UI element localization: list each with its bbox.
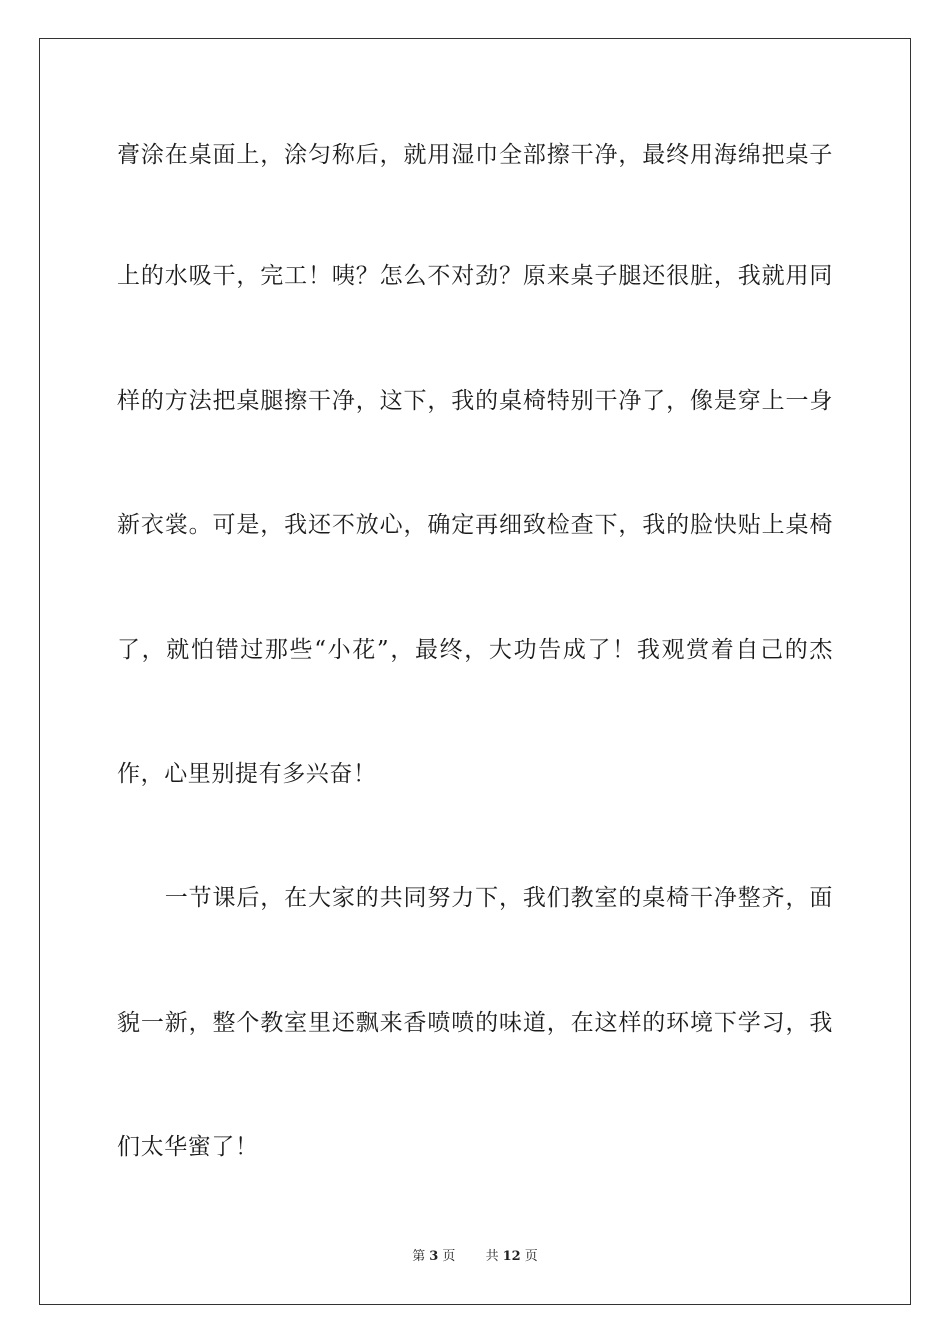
footer-total-number: 12 xyxy=(502,1249,521,1264)
footer-total-suffix: 页 xyxy=(524,1249,538,1264)
body-line-5: 了，就怕错过那些“小花”，最终，大功告成了！我观赏着自己的杰 xyxy=(117,637,833,663)
footer-page-number: 3 xyxy=(429,1249,439,1264)
body-line-3: 样的方法把桌腿擦干净，这下，我的桌椅特别干净了，像是穿上一身 xyxy=(117,388,833,414)
body-line-7: 一节课后，在大家的共同努力下，我们教室的桌椅干净整齐，面 xyxy=(117,885,833,911)
page-footer xyxy=(0,1248,950,1266)
body-line-6: 作，心里别提有多兴奋！ xyxy=(117,761,377,787)
page-frame xyxy=(39,38,911,1305)
body-line-9: 们太华蜜了！ xyxy=(117,1134,259,1160)
footer-total-prefix: 共 xyxy=(485,1249,499,1264)
body-line-1: 膏涂在桌面上，涂匀称后，就用湿巾全部擦干净，最终用海绵把桌子 xyxy=(117,142,833,168)
body-line-8: 貌一新，整个教室里还飘来香喷喷的味道，在这样的环境下学习，我 xyxy=(117,1010,833,1036)
footer-page-suffix: 页 xyxy=(442,1249,456,1264)
body-line-4: 新衣裳。可是，我还不放心，确定再细致检查下，我的脸快贴上桌椅 xyxy=(117,512,833,538)
footer-page-prefix: 第 xyxy=(412,1249,426,1264)
body-line-2: 上的水吸干，完工！咦？怎么不对劲？原来桌子腿还很脏，我就用同 xyxy=(117,263,833,289)
